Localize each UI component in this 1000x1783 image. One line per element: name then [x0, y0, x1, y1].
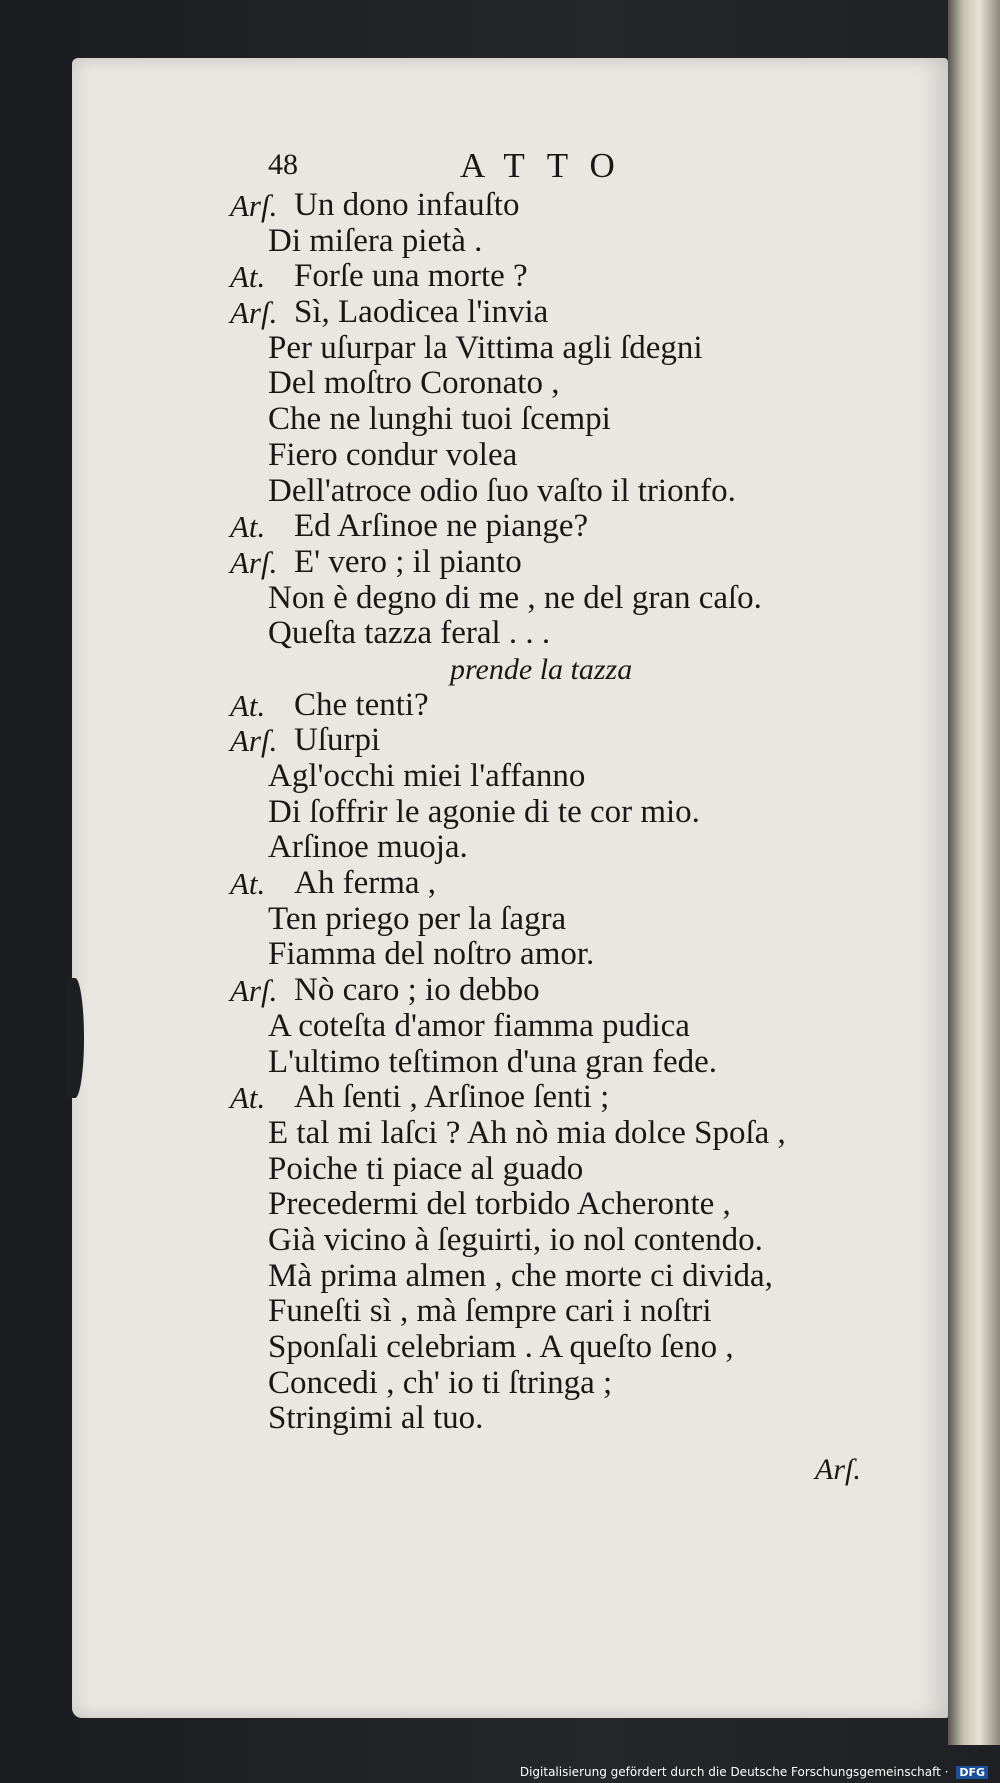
speech-text: Poiche ti piace al guado [268, 1150, 584, 1187]
speaker-label: Arſ. [230, 544, 278, 580]
speech-text: Un dono infauſto [294, 187, 520, 223]
verse-line [230, 688, 920, 724]
verse-line [230, 366, 920, 402]
speech-text: Del moſtro Coronato , [268, 365, 560, 402]
verse-line [230, 1366, 920, 1402]
speech-text: Ten priego per la ſagra [268, 900, 567, 937]
facing-page-edge [948, 0, 1000, 1745]
speaker-label: At. [230, 687, 266, 723]
verse-line [230, 438, 920, 474]
verse-line [230, 866, 920, 902]
verse-line [230, 581, 920, 617]
dfg-logo: DFG [956, 1766, 988, 1779]
verse-line [230, 1045, 920, 1081]
verse-line [230, 759, 920, 795]
speech-text: L'ultimo teſtimon d'una gran fede. [268, 1043, 718, 1080]
speaker-label: At. [230, 866, 266, 902]
verse-line [230, 1080, 920, 1116]
speaker-label: At. [230, 259, 266, 295]
speech-text: Stringimi al tuo. [268, 1400, 484, 1437]
speaker-label: Arſ. [230, 723, 278, 759]
speech-text: Dell'atroce odio ſuo vaſto il trionfo. [268, 472, 736, 509]
speech-text: Ah ferma , [294, 865, 437, 902]
speaker-label: At. [230, 1080, 266, 1116]
speech-text: Nò caro ; io debbo [294, 972, 540, 1009]
speech-text: Che ne lunghi tuoi ſcempi [268, 401, 611, 438]
verse-line [230, 830, 920, 866]
page-text [230, 148, 920, 1507]
verse-line [230, 1259, 920, 1295]
page-number: 48 [268, 148, 298, 181]
speech-text: Ah ſenti , Arſinoe ſenti ; [294, 1079, 610, 1116]
speech-text: Che tenti? [294, 686, 429, 723]
verse-line [230, 1187, 920, 1223]
verse-line [230, 188, 920, 224]
verse-line [230, 474, 920, 510]
digitization-credit [520, 1765, 988, 1779]
page-header [230, 148, 920, 188]
verse-line [230, 937, 920, 973]
verse-line [230, 402, 920, 438]
speech-text: Ed Arſinoe ne piange? [294, 508, 589, 545]
verse-line [230, 509, 920, 545]
verse-line [230, 616, 920, 652]
stage-direction: prende la tazza [450, 652, 633, 686]
verse-line [230, 652, 920, 688]
verse-line [230, 1401, 920, 1437]
speech-text: Sì, Laodicea l'invia [294, 294, 549, 331]
speech-text: Queſta tazza feral . . . [268, 615, 551, 652]
speaker-label: Arſ. [230, 973, 278, 1009]
verse-line [230, 295, 920, 331]
speech-text: Di miſera pietà . [268, 222, 483, 259]
speech-text: E' vero ; il pianto [294, 543, 522, 580]
speaker-label: Arſ. [230, 295, 278, 331]
verse-lines [230, 188, 920, 1437]
speech-text: Per uſurpar la Vittima agli ſdegni [268, 329, 703, 366]
speech-text: Uſurpi [294, 722, 381, 759]
verse-line [230, 1294, 920, 1330]
speaker-label: Arſ. [230, 188, 278, 223]
speech-text: Concedi , ch' io ti ſtringa ; [268, 1364, 613, 1401]
credit-text: Digitalisierung gefördert durch die Deutsche Forschungsgemeinschaft · [519, 1765, 949, 1779]
speech-text: Già vicino à ſeguirti, io nol contendo. [268, 1221, 763, 1258]
verse-line [230, 1152, 920, 1188]
speech-text: Sponſali celebriam . A queſto ſeno , [268, 1329, 734, 1365]
speech-text: Di ſoffrir le agonie di te cor mio. [268, 793, 700, 830]
verse-line [230, 973, 920, 1009]
speech-text: Agl'occhi miei l'affanno [268, 758, 586, 794]
verse-line [230, 1223, 920, 1259]
speech-text: A coteſta d'amor fiamma pudica [268, 1007, 690, 1044]
catchword: Arſ. [815, 1453, 861, 1487]
speech-text: Non è degno di me , ne del gran caſo. [268, 579, 762, 616]
speech-text: Forſe una morte ? [294, 258, 528, 295]
verse-line [230, 545, 920, 581]
verse-line [230, 723, 920, 759]
speech-text: Arſinoe muoja. [268, 829, 468, 866]
catchword-line [230, 1447, 920, 1507]
verse-line [230, 1116, 920, 1152]
speech-text: Mà prima almen , che morte ci divida, [268, 1257, 773, 1294]
verse-line [230, 902, 920, 938]
speech-text: Funeſti sì , mà ſempre cari i noſtri [268, 1293, 712, 1330]
speech-text: Fiamma del noſtro amor. [268, 936, 595, 973]
speech-text: Fiero condur volea [268, 436, 518, 473]
verse-line [230, 795, 920, 831]
verse-line [230, 224, 920, 260]
speech-text: E tal mi laſci ? Ah nò mia dolce Spoſa , [268, 1114, 786, 1151]
verse-line [230, 1009, 920, 1045]
speech-text: Precedermi del torbido Acheronte , [268, 1186, 731, 1223]
verse-line [230, 331, 920, 367]
running-head: ATTO [460, 146, 637, 185]
verse-line [230, 259, 920, 295]
verse-line [230, 1330, 920, 1366]
speaker-label: At. [230, 509, 266, 545]
